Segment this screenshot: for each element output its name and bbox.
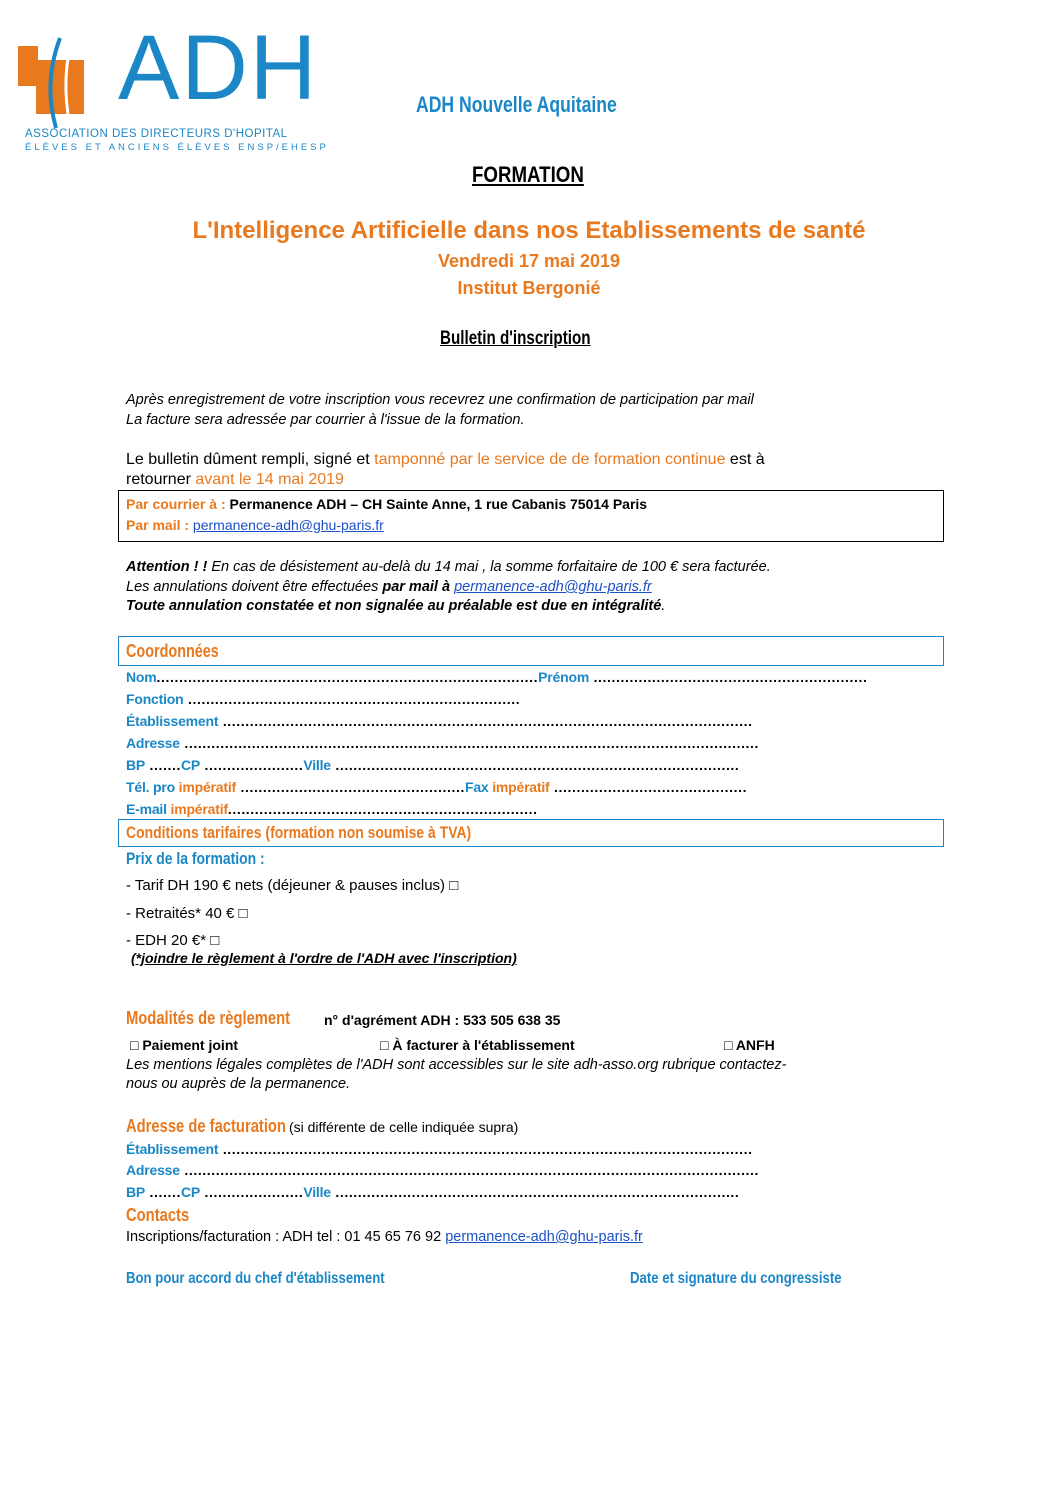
- facturation-heading: [126, 1116, 518, 1137]
- label-ville: Ville: [303, 757, 331, 773]
- courrier-address: Permanence ADH – CH Sainte Anne, 1 rue Cabanis 75014 Paris: [229, 496, 648, 512]
- field-email[interactable]: E-mail impératif.....................................................................: [126, 801, 538, 817]
- tarif-edh-option[interactable]: - EDH 20 €* □: [126, 932, 220, 949]
- label-tel-imperatif: impératif: [178, 779, 236, 795]
- tarif-note: (*joindre le règlement à l'ordre de l'ADH avec l'inscription): [131, 950, 517, 966]
- warning-text-1: En cas de désistement au-delà du 14 mai , la somme forfaitaire de 100 € sera facturée.: [207, 559, 771, 575]
- return-text-d: retourner: [126, 471, 196, 488]
- option-paiement-joint[interactable]: □ Paiement joint: [130, 1037, 239, 1053]
- label-tel: Tél. pro: [126, 779, 179, 795]
- fact-label-ville: Ville: [303, 1184, 331, 1200]
- option-anfh[interactable]: □ ANFH: [724, 1037, 775, 1053]
- formation-title: L'Intelligence Artificielle dans nos Etablissements de santé: [192, 217, 866, 244]
- return-text-c: est à: [725, 451, 765, 468]
- fact-label-cp: CP: [180, 1184, 201, 1200]
- formation-date: Vendredi 17 mai 2019: [437, 251, 621, 271]
- label-bp: BP: [126, 757, 146, 773]
- label-cp: CP: [180, 757, 201, 773]
- region-title: ADH Nouvelle Aquitaine: [416, 92, 617, 117]
- warning-text-3: Toute annulation constatée et non signalée au préalable est due en intégralité: [126, 598, 662, 614]
- fact-field-etablissement[interactable]: Établissement ......................................................................................................................: [126, 1141, 753, 1157]
- courrier-label: Par courrier à :: [126, 496, 230, 512]
- label-fonction: Fonction: [126, 691, 184, 707]
- reglement-heading: [126, 1008, 296, 1029]
- logo-subtitle: ASSOCIATION DES DIRECTEURS D'HOPITAL: [25, 128, 288, 140]
- coordonnees-title: Coordonnées: [126, 641, 219, 661]
- signature-chef: Bon pour accord du chef d'établissement: [126, 1270, 385, 1287]
- label-adresse: Adresse: [126, 735, 180, 751]
- fact-label-bp: BP: [126, 1184, 146, 1200]
- contacts-line: [126, 1229, 643, 1245]
- label-fax: Fax: [464, 779, 493, 795]
- fact-label-etablissement: Établissement: [126, 1141, 219, 1157]
- label-fax-imperatif: impératif: [492, 779, 550, 795]
- label-email: E-mail: [126, 801, 171, 817]
- label-prenom: Prénom: [538, 669, 590, 685]
- return-line-2: [126, 471, 344, 489]
- intro-line-2: La facture sera adressée par courrier à l'issue de la formation.: [126, 412, 525, 428]
- warning-mail-link[interactable]: permanence-adh@ghu-paris.fr: [454, 579, 652, 595]
- field-adresse[interactable]: Adresse ................................................................................................................................: [126, 735, 760, 751]
- option-facturer-etablissement[interactable]: □ À facturer à l'établissement: [380, 1037, 575, 1053]
- agrement-number: n° d'agrément ADH : 533 505 638 35: [324, 1012, 561, 1028]
- tarifs-title: Conditions tarifaires (formation non soumise à TVA): [126, 823, 472, 842]
- fact-label-adresse: Adresse: [126, 1162, 180, 1178]
- warning-text-2a: Les annulations doivent être effectuées: [126, 579, 383, 595]
- return-line-1: [126, 451, 765, 469]
- formation-place: Institut Bergonié: [457, 278, 601, 298]
- return-text-b: tamponné par le service de de formation continue: [374, 451, 726, 468]
- reglement-title: Modalités de règlement: [126, 1008, 291, 1028]
- tarif-dh-option[interactable]: - Tarif DH 190 € nets (déjeuner & pauses inclus) □: [126, 877, 459, 894]
- field-bp-cp-ville[interactable]: BP .......CP ......................Ville ..........................................................................................: [126, 757, 740, 773]
- logo-text: ADH: [118, 17, 319, 119]
- contacts-text: Inscriptions/facturation : ADH tel : 01 45 65 76 92: [126, 1229, 446, 1245]
- intro-line-1: Après enregistrement de votre inscription vous recevrez une confirmation de participation par mail: [126, 392, 754, 408]
- label-nom: Nom: [126, 669, 157, 685]
- field-etablissement[interactable]: Établissement ......................................................................................................................: [126, 713, 753, 729]
- warning-line-1: [126, 559, 771, 575]
- coordonnees-box: [118, 636, 944, 666]
- logo-mark-icon: [18, 30, 128, 130]
- return-deadline: avant le 14 mai 2019: [195, 471, 344, 488]
- legal-line-1: Les mentions légales complètes de l'ADH sont accessibles sur le site adh-asso.org rubrique contactez-: [126, 1057, 787, 1073]
- field-nom[interactable]: Nom.....................................................................................Prénom .............................................................: [126, 669, 868, 685]
- fact-field-adresse[interactable]: Adresse ................................................................................................................................: [126, 1162, 760, 1178]
- mail-link[interactable]: permanence-adh@ghu-paris.fr: [192, 517, 384, 533]
- send-courrier: [126, 496, 647, 512]
- warning-text-2b: par mail à: [382, 579, 455, 595]
- mail-label: Par mail :: [126, 517, 193, 533]
- facturation-title: Adresse de facturation: [126, 1116, 286, 1136]
- send-mail: [126, 517, 384, 533]
- contacts-title: Contacts: [126, 1205, 190, 1225]
- tarif-retraites-option[interactable]: - Retraités* 40 € □: [126, 905, 248, 922]
- field-fonction[interactable]: Fonction ..........................................................................: [126, 691, 521, 707]
- attention-label: Attention ! !: [126, 559, 208, 575]
- warning-text-3-end: .: [661, 598, 666, 614]
- label-email-imperatif: impératif: [170, 801, 228, 817]
- logo-tagline: ÉLÈVES ET ANCIENS ÉLÈVES ENSP/EHESP: [25, 142, 329, 153]
- legal-line-2: nous ou auprès de la permanence.: [126, 1076, 351, 1092]
- return-text-a: Le bulletin dûment rempli, signé et: [126, 451, 375, 468]
- signature-congressiste: Date et signature du congressiste: [630, 1270, 842, 1287]
- label-etablissement: Établissement: [126, 713, 219, 729]
- prix-title: Prix de la formation :: [126, 849, 265, 868]
- formation-heading: FORMATION: [472, 162, 584, 187]
- bulletin-heading: Bulletin d'inscription: [440, 328, 591, 349]
- facturation-note: (si différente de celle indiquée supra): [285, 1119, 519, 1135]
- fact-field-bp-cp-ville[interactable]: BP .......CP ......................Ville ..........................................................................................: [126, 1184, 740, 1200]
- warning-line-2: [126, 579, 652, 595]
- contacts-email-link[interactable]: permanence-adh@ghu-paris.fr: [445, 1229, 643, 1245]
- field-tel-fax[interactable]: Tél. pro impératif ..................................................Fax impératif ...........................................: [126, 779, 748, 795]
- warning-line-3: [126, 598, 665, 614]
